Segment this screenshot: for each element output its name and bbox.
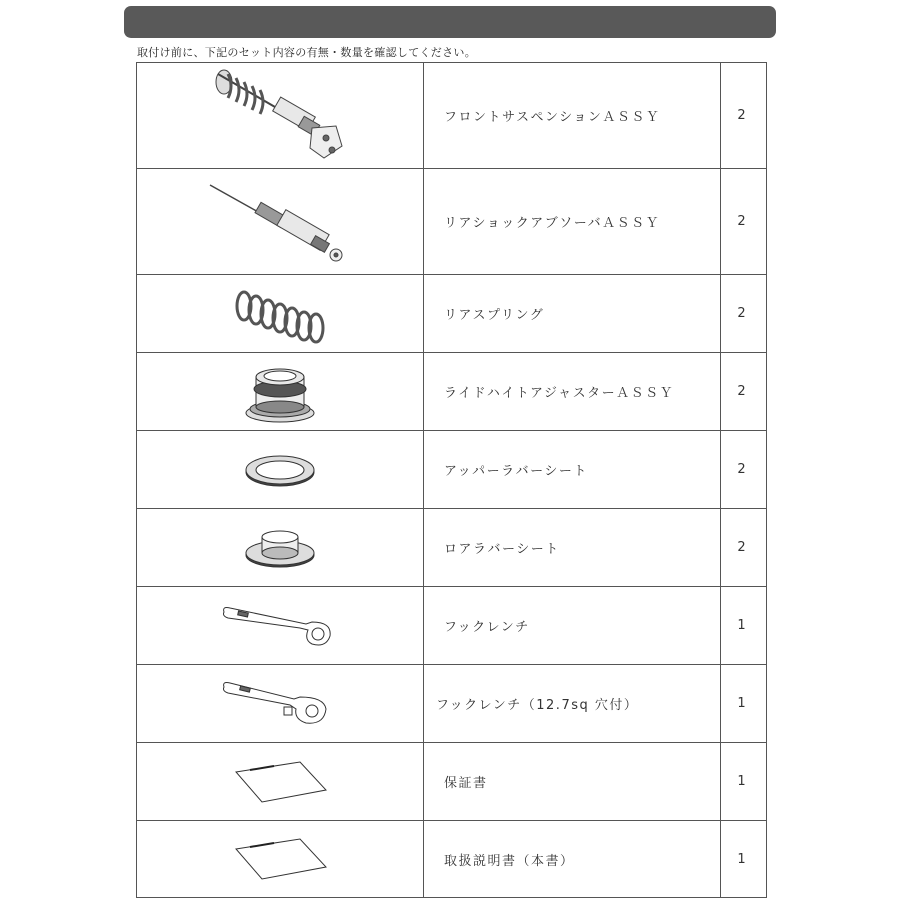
- table-row: [137, 509, 767, 587]
- part-name-cell: [424, 743, 721, 821]
- part-qty-cell: [721, 63, 767, 169]
- upper-rubber-seat-icon: [240, 450, 320, 490]
- part-name-cell: [424, 275, 721, 353]
- part-image-cell: [137, 743, 424, 821]
- part-qty-cell: [721, 169, 767, 275]
- part-qty-cell: [721, 821, 767, 898]
- part-name-cell: [424, 665, 721, 743]
- part-image-cell: [137, 275, 424, 353]
- part-name: 保証書: [444, 776, 488, 791]
- table-row: [137, 431, 767, 509]
- part-name-cell: [424, 509, 721, 587]
- warranty-card-icon: [230, 760, 330, 804]
- lower-rubber-seat-icon: [240, 527, 320, 569]
- rear-spring-icon: [230, 284, 330, 344]
- instruction-manual-icon: [230, 837, 330, 881]
- part-name: 取扱説明書（本書）: [444, 853, 575, 869]
- part-image-cell: [137, 821, 424, 898]
- rear-shock-absorber-icon: [200, 177, 360, 267]
- section-header-bar: [124, 6, 776, 38]
- hook-wrench-icon: [220, 604, 340, 648]
- part-image-cell: [137, 63, 424, 169]
- table-row: [137, 169, 767, 275]
- part-qty: 1: [737, 774, 746, 789]
- part-qty: 1: [737, 696, 746, 711]
- part-qty: 1: [737, 851, 746, 867]
- part-qty: 2: [737, 462, 746, 477]
- part-qty: 2: [737, 214, 746, 229]
- part-qty-cell: [721, 353, 767, 431]
- hook-wrench-square-hole-icon: [220, 679, 340, 729]
- part-qty-cell: [721, 509, 767, 587]
- table-row: [137, 665, 767, 743]
- table-row: [137, 743, 767, 821]
- part-name-cell: [424, 169, 721, 275]
- part-name: ロアラバーシート: [444, 542, 560, 557]
- instruction-text: 取付け前に、下記のセット内容の有無・数量を確認してください。: [137, 46, 476, 59]
- part-name: フックレンチ: [444, 620, 530, 635]
- ride-height-adjuster-icon: [240, 359, 320, 425]
- part-qty-cell: [721, 743, 767, 821]
- part-image-cell: [137, 665, 424, 743]
- part-qty-cell: [721, 431, 767, 509]
- part-qty: 2: [737, 108, 746, 123]
- table-row: [137, 821, 767, 898]
- part-name-cell: [424, 63, 721, 169]
- part-qty-cell: [721, 275, 767, 353]
- part-qty: 2: [737, 384, 746, 399]
- table-row: [137, 275, 767, 353]
- part-image-cell: [137, 509, 424, 587]
- part-name-cell: [424, 353, 721, 431]
- part-name: フックレンチ（12.7sq 穴付）: [436, 698, 639, 713]
- table-row: [137, 353, 767, 431]
- part-image-cell: [137, 587, 424, 665]
- front-suspension-icon: [200, 68, 360, 164]
- part-qty: 1: [737, 618, 746, 633]
- part-name: リアショックアブソーバＡＳＳＹ: [444, 216, 661, 231]
- parts-list-table: [136, 62, 767, 898]
- table-row: [137, 63, 767, 169]
- part-name: フロントサスペンションＡＳＳＹ: [444, 110, 661, 125]
- part-qty: 2: [737, 540, 746, 555]
- part-name-cell: [424, 821, 721, 898]
- part-name-cell: [424, 431, 721, 509]
- part-image-cell: [137, 353, 424, 431]
- part-name: ライドハイトアジャスターＡＳＳＹ: [444, 386, 675, 401]
- part-name-cell: [424, 587, 721, 665]
- part-image-cell: [137, 169, 424, 275]
- part-name: アッパーラバーシート: [444, 464, 588, 479]
- part-qty-cell: [721, 665, 767, 743]
- part-qty-cell: [721, 587, 767, 665]
- part-name: リアスプリング: [444, 308, 545, 323]
- part-qty: 2: [737, 306, 746, 321]
- part-image-cell: [137, 431, 424, 509]
- table-row: [137, 587, 767, 665]
